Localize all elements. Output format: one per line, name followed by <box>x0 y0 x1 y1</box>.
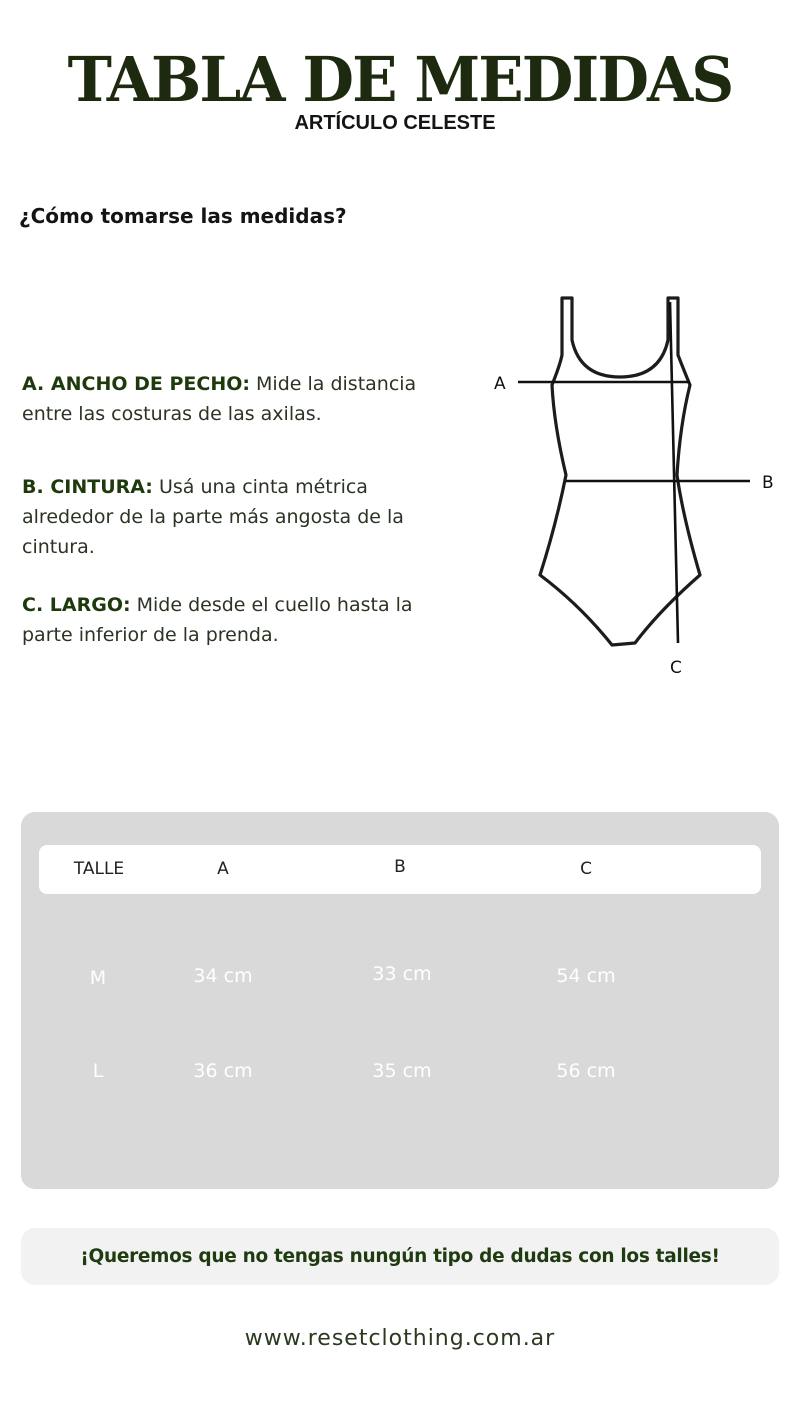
marker-c: C <box>670 658 682 678</box>
instruction-chest <box>22 369 462 429</box>
article-subtitle: ARTÍCULO CELESTE <box>294 112 496 134</box>
row-l-talle: L <box>92 1060 104 1082</box>
bodysuit-outline-icon <box>480 285 790 685</box>
header-a: A <box>217 859 229 879</box>
marker-a: A <box>494 374 506 394</box>
instruction-waist-label: B. CINTURA: <box>22 476 153 498</box>
website-link[interactable]: www.resetclothing.com.ar <box>244 1326 556 1351</box>
row-l-a: 36 cm <box>193 1060 253 1082</box>
row-m-b: 33 cm <box>372 963 432 985</box>
row-l-c: 56 cm <box>556 1060 616 1082</box>
row-m-a: 34 cm <box>193 965 253 987</box>
marker-b: B <box>762 473 774 493</box>
instruction-length <box>22 590 462 650</box>
size-table <box>21 812 779 1189</box>
instructions-heading: ¿Cómo tomarse las medidas? <box>19 204 347 228</box>
instruction-waist-text: Usá una cinta métrica alrededor de la parte más angosta de la cintura. <box>22 476 404 558</box>
page-title: TABLA DE MEDIDAS <box>67 43 733 116</box>
row-l-b: 35 cm <box>372 1060 432 1082</box>
reassurance-note: ¡Queremos que no tengas nungún tipo de dudas con los talles! <box>21 1228 779 1285</box>
header-talle: TALLE <box>73 859 125 879</box>
instruction-chest-label: A. ANCHO DE PECHO: <box>22 373 250 395</box>
instruction-length-text: Mide desde el cuello hasta la parte inferior de la prenda. <box>22 594 413 646</box>
instruction-length-label: C. LARGO: <box>22 594 131 616</box>
header-b: B <box>394 857 406 877</box>
row-m-talle: M <box>89 967 107 989</box>
instruction-waist <box>22 472 462 562</box>
header-c: C <box>580 859 592 879</box>
row-m-c: 54 cm <box>556 965 616 987</box>
instruction-chest-text: Mide la distancia entre las costuras de las axilas. <box>22 373 417 425</box>
size-table-header <box>39 845 761 894</box>
